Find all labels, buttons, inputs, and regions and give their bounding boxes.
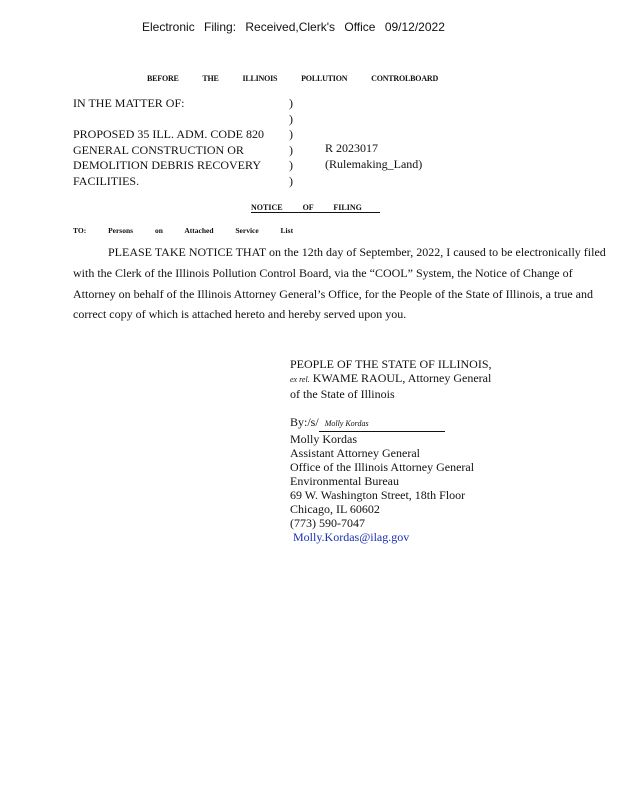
signer-email-link[interactable]: Molly.Kordas@ilag.gov	[293, 530, 410, 544]
signer-bureau: Environmental Bureau	[290, 474, 399, 488]
signer-city: Chicago, IL 60602	[290, 502, 380, 516]
caption-line: IN THE MATTER OF:	[73, 96, 185, 110]
by-label: By:/s/	[290, 415, 319, 429]
attorney-general: KWAME RAOUL, Attorney General	[312, 371, 492, 385]
signer-office: Office of the Illinois Attorney General	[290, 460, 475, 474]
by-line	[290, 415, 492, 432]
caption-left	[73, 96, 264, 189]
service-to-line: TO: Persons on Attached Service List	[73, 226, 294, 235]
paren: )	[289, 173, 293, 188]
signature-block	[290, 357, 492, 544]
caption-line: GENERAL CONSTRUCTION OR	[73, 142, 244, 157]
paren: )	[289, 127, 293, 141]
caption-docket	[325, 141, 422, 172]
docket-number: R 2023017	[325, 141, 379, 155]
paren: )	[289, 142, 293, 157]
caption-line: DEMOLITION DEBRIS RECOVERY	[73, 158, 261, 172]
ex-rel: ex rel.	[290, 375, 310, 384]
paren: )	[289, 96, 293, 110]
docket-type: (Rulemaking_Land)	[325, 156, 423, 171]
signer-name: Molly Kordas	[290, 432, 357, 446]
notice-body	[73, 242, 613, 325]
paren: )	[289, 111, 293, 126]
filing-stamp: Electronic Filing: Received,Clerk's Office 09/12/2022	[142, 20, 445, 34]
signer-phone: (773) 590-7047	[290, 516, 365, 530]
signer-address: 69 W. Washington Street, 18th Floor	[290, 488, 466, 502]
caption-line: PROPOSED 35 ILL. ADM. CODE 820	[73, 127, 265, 141]
notice-title: NOTICE OF FILING	[251, 203, 380, 213]
caption-line	[73, 112, 264, 128]
e-signature: Molly Kordas	[319, 417, 445, 432]
signer-title: Assistant Attorney General	[290, 446, 420, 460]
caption-line: FACILITIES.	[73, 173, 140, 188]
paren: )	[289, 158, 293, 172]
board-heading: BEFORE THE ILLINOIS POLLUTION CONTROLBOARD	[147, 74, 439, 83]
notice-body-text: PLEASE TAKE NOTICE THAT on the 12th day of September, 2022, I caused to be electronically filed with the Clerk of the Illinois Pollution Control Board, via the “COOL” System, the Notice of Change of Attorney on behalf of the Illinois Attorney General’s Office, for the People of the State of Illinois, a true and correct copy of which is attached hereto and hereby served upon you.	[73, 245, 606, 322]
ex-rel-line	[290, 371, 492, 387]
state-line: of the State of Illinois	[290, 387, 395, 401]
party-name: PEOPLE OF THE STATE OF ILLINOIS,	[290, 357, 492, 371]
caption-parens	[289, 96, 293, 189]
